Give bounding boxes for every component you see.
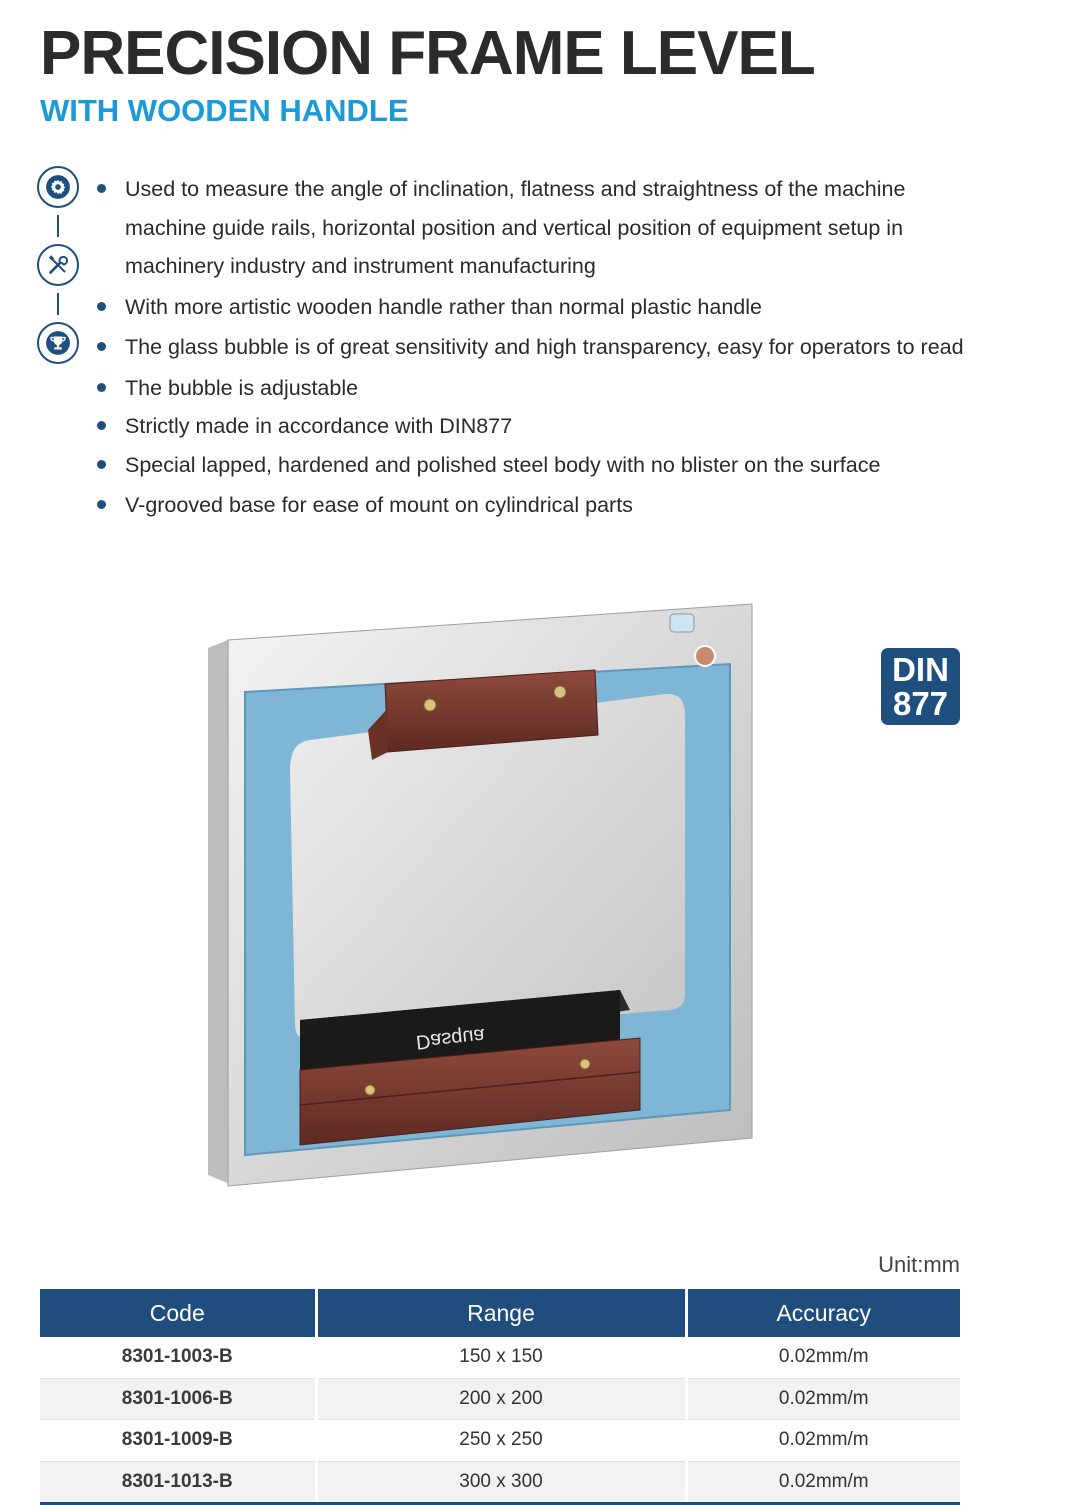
cell-range: 150 x 150 (316, 1337, 686, 1378)
trophy-icon (37, 322, 79, 364)
feature-item (95, 369, 975, 408)
cell-code: 8301-1009-B (40, 1420, 316, 1462)
feature-item (95, 407, 975, 446)
bullet-dot (97, 421, 106, 430)
bullet-dot (97, 302, 106, 311)
cell-code: 8301-1003-B (40, 1337, 316, 1378)
table-row (40, 1337, 960, 1378)
feature-text: The glass bubble is of great sensitivity and high transparency, easy for operators to read (125, 335, 964, 359)
bullet-dot (97, 184, 106, 193)
feature-item (95, 288, 975, 327)
table-header-row (40, 1289, 960, 1337)
feature-text: Strictly made in accordance with DIN877 (125, 414, 513, 438)
gear-icon (37, 166, 79, 208)
cell-code: 8301-1013-B (40, 1461, 316, 1504)
product-image (200, 600, 760, 1190)
cell-range: 200 x 200 (316, 1378, 686, 1420)
cell-range: 250 x 250 (316, 1420, 686, 1462)
din-badge-line1: DIN (892, 651, 949, 688)
bullet-dot (97, 383, 106, 392)
feature-text: Special lapped, hardened and polished steel body with no blister on the surface (125, 452, 881, 477)
bullet-dot (97, 342, 106, 351)
feature-list (95, 170, 975, 525)
column-header-accuracy: Accuracy (686, 1289, 960, 1337)
column-header-range: Range (316, 1289, 686, 1337)
cell-accuracy: 0.02mm/m (686, 1378, 960, 1420)
table-row (40, 1461, 960, 1504)
din-badge (881, 648, 960, 725)
feature-text: Used to measure the angle of inclination, flatness and straightness of the machine machine guide rails, horizontal position and vertical position of equipment setup in machinery industry and instrument manufacturing (125, 177, 906, 278)
brand-logo: Dasqua (414, 1023, 486, 1054)
feature-item (95, 170, 975, 286)
cell-accuracy: 0.02mm/m (686, 1461, 960, 1504)
table-row (40, 1378, 960, 1420)
page-title: PRECISION FRAME LEVEL (40, 19, 815, 88)
feature-text: With more artistic wooden handle rather than normal plastic handle (125, 294, 762, 319)
feature-item (95, 446, 975, 485)
spec-table (40, 1289, 960, 1505)
cell-accuracy: 0.02mm/m (686, 1420, 960, 1462)
column-header-code: Code (40, 1289, 316, 1337)
din-badge-line2: 877 (892, 685, 949, 722)
bullet-dot (97, 500, 106, 509)
table-row (40, 1420, 960, 1462)
feature-item (95, 328, 975, 367)
cell-code: 8301-1006-B (40, 1378, 316, 1420)
feature-item (95, 486, 975, 525)
page-subtitle: WITH WOODEN HANDLE (40, 93, 409, 128)
unit-label: Unit:mm (878, 1252, 960, 1277)
cell-range: 300 x 300 (316, 1461, 686, 1504)
cell-accuracy: 0.02mm/m (686, 1337, 960, 1378)
adjust-screw (695, 646, 715, 666)
feature-text: The bubble is adjustable (125, 375, 359, 400)
feature-text: V-grooved base for ease of mount on cylindrical parts (125, 493, 633, 517)
bullet-dot (97, 460, 106, 469)
tools-icon (37, 244, 79, 286)
icon-connector (57, 215, 59, 237)
feature-icon-column (37, 166, 83, 364)
icon-connector (57, 293, 59, 315)
